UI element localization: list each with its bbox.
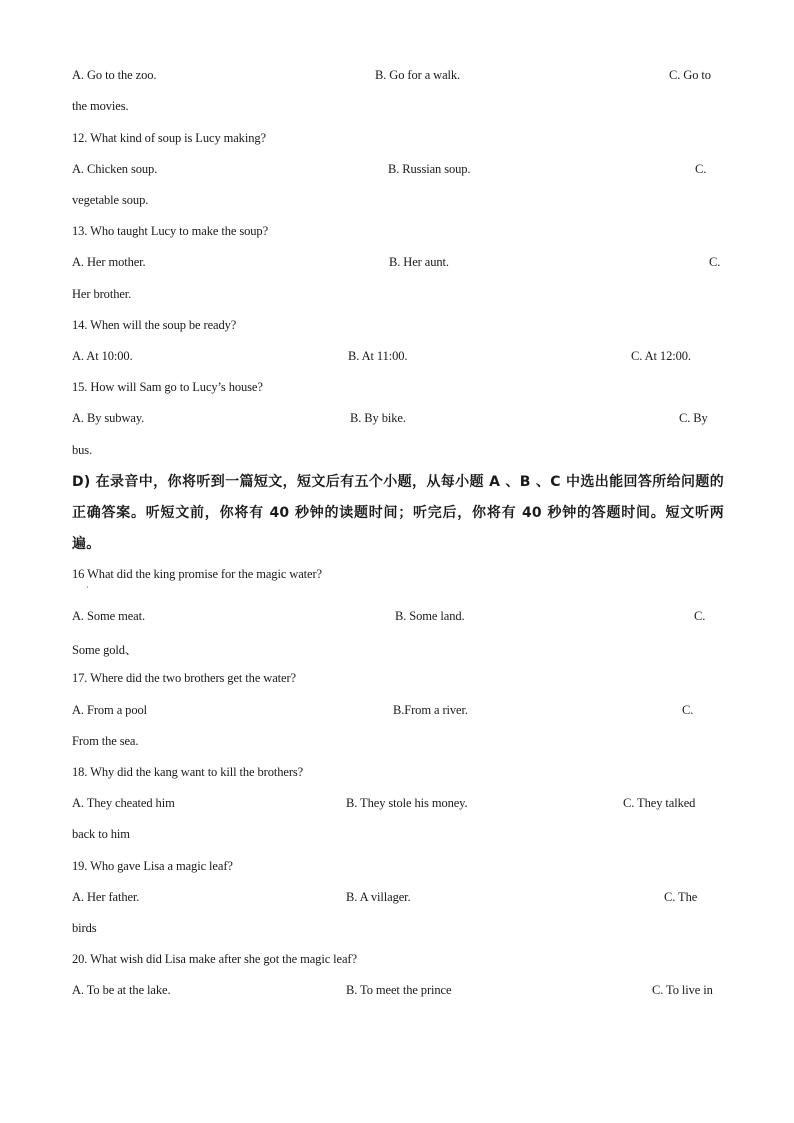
q13-option-a: A. Her mother. (72, 255, 146, 269)
q12-question: 12. What kind of soup is Lucy making? (72, 131, 266, 145)
q14-option-a: A. At 10:00. (72, 349, 133, 363)
q17-option-b: B.From a river. (393, 703, 468, 717)
q11-option-c-continued: the movies. (72, 99, 129, 113)
q16-question: 16 What did the king promise for the magic water? (72, 567, 323, 581)
q19-option-a: A. Her father. (72, 890, 140, 904)
q11-option-a: A. Go to the zoo. (72, 68, 157, 82)
section-d-instructions: D) 在录音中，你将听到一篇短文，短文后有五个小题，从每小题 A 、B 、C 中选出能回答所给问题的正确答案。听短文前，你将有 40 秒钟的读题时间；听完后，你将有 40 秒钟的答题时间。短文听两遍。 (72, 474, 724, 552)
q15-question: 15. How will Sam go to Lucy’s house? (72, 380, 263, 394)
q12-option-c: C. (695, 162, 707, 176)
q15-option-c-continued: bus. (72, 443, 93, 457)
q20-option-a: A. To be at the lake. (72, 983, 171, 997)
q13-question: 13. Who taught Lucy to make the soup? (72, 224, 269, 238)
stray-dot: · (86, 583, 89, 592)
q17-question: 17. Where did the two brothers get the water? (72, 671, 297, 685)
q17-option-c: C. (682, 703, 694, 717)
q18-option-c: C. They talked (623, 796, 696, 810)
q16-option-c: C. (694, 609, 706, 623)
q19-option-c-continued: birds (72, 921, 97, 935)
q15-option-b: B. By bike. (350, 411, 406, 425)
q13-option-b: B. Her aunt. (389, 255, 449, 269)
q12-option-a: A. Chicken soup. (72, 162, 158, 176)
q15-option-a: A. By subway. (72, 411, 145, 425)
q13-option-c: C. (709, 255, 721, 269)
q16-option-a: A. Some meat. (72, 609, 145, 623)
q16-option-c-continued: Some gold、 (72, 643, 138, 657)
q14-question: 14. When will the soup be ready? (72, 318, 237, 332)
q12-option-b: B. Russian soup. (388, 162, 471, 176)
q14-option-c: C. At 12:00. (631, 349, 691, 363)
q19-option-b: B. A villager. (346, 890, 411, 904)
q13-option-c-continued: Her brother. (72, 287, 132, 301)
q17-option-a: A. From a pool (72, 703, 147, 717)
q12-option-c-continued: vegetable soup. (72, 193, 149, 207)
q20-option-b: B. To meet the prince (346, 983, 452, 997)
q17-option-c-continued: From the sea. (72, 734, 139, 748)
q18-option-c-continued: back to him (72, 827, 130, 841)
q19-option-c: C. The (664, 890, 698, 904)
q15-option-c: C. By (679, 411, 708, 425)
q16-option-b: B. Some land. (395, 609, 465, 623)
q11-option-b: B. Go for a walk. (375, 68, 461, 82)
q18-option-b: B. They stole his money. (346, 796, 468, 810)
q18-question: 18. Why did the kang want to kill the brothers? (72, 765, 304, 779)
q14-option-b: B. At 11:00. (348, 349, 408, 363)
q20-option-c: C. To live in (652, 983, 713, 997)
q18-option-a: A. They cheated him (72, 796, 175, 810)
q20-question: 20. What wish did Lisa make after she got the magic leaf? (72, 952, 357, 966)
q11-option-c: C. Go to (669, 68, 711, 82)
q19-question: 19. Who gave Lisa a magic leaf? (72, 859, 233, 873)
